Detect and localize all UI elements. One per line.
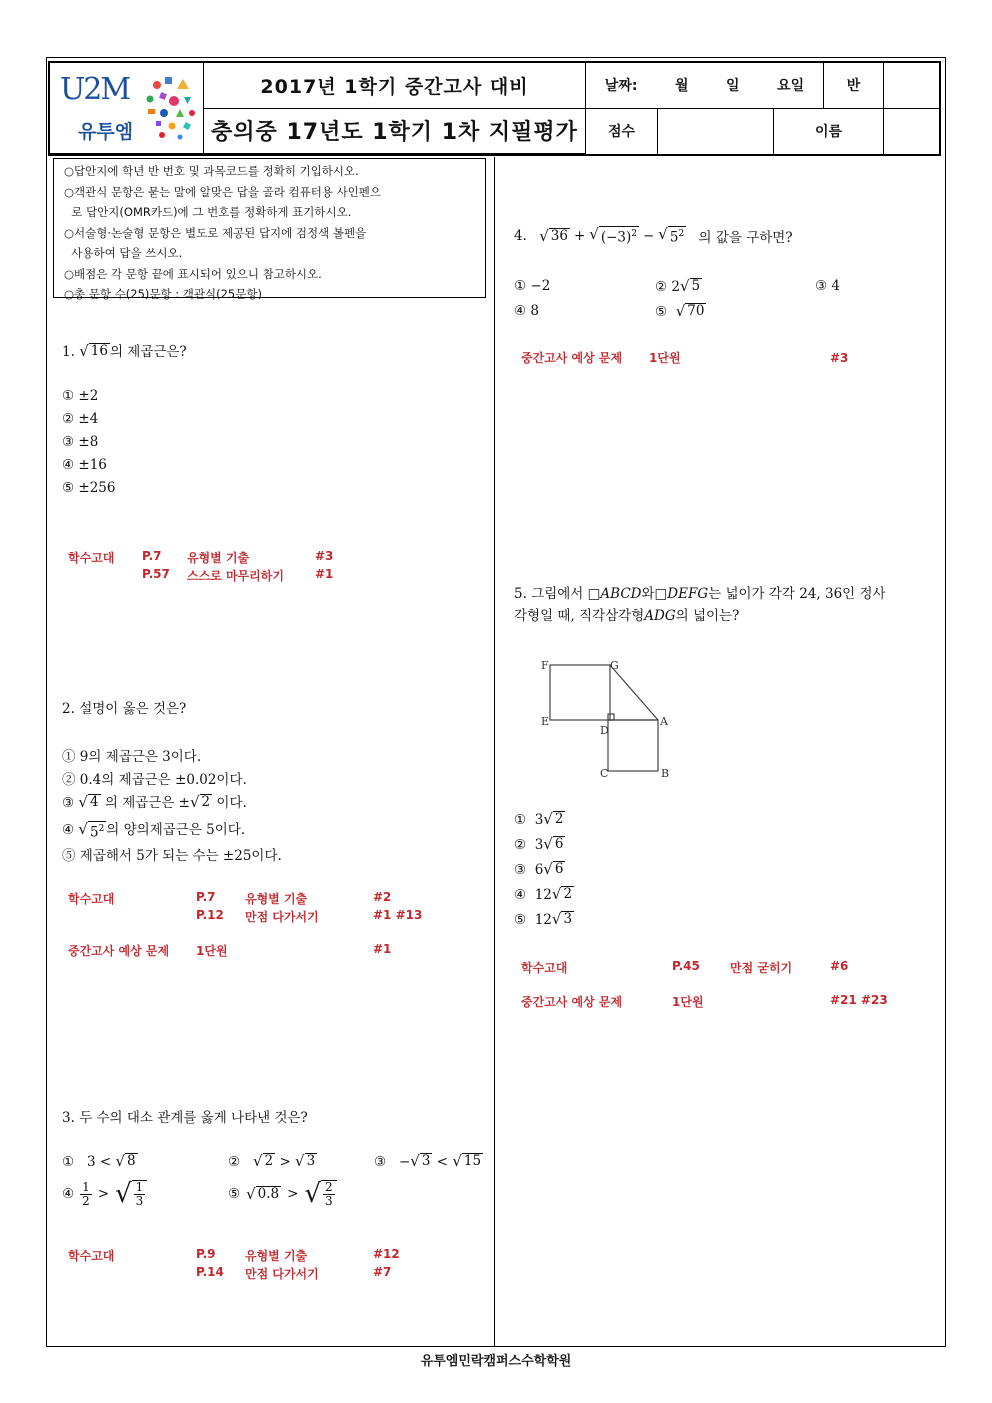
label-A: A: [660, 715, 668, 728]
question-number: 3.: [62, 1110, 75, 1126]
score-input[interactable]: [658, 109, 774, 155]
q1-ref-number: #1: [315, 567, 334, 581]
academy-logo: [50, 63, 204, 154]
stem-text: 의 제곱근은?: [109, 344, 187, 360]
score-label: 점수: [586, 109, 658, 155]
label-E: E: [541, 715, 550, 728]
q2-ref-source: 학수고대: [68, 892, 115, 906]
q4-ref-source: 중간고사 예상 문제: [521, 351, 623, 365]
month-label: 월: [674, 78, 689, 95]
instruction-line: ○배점은 각 문항 끝에 표시되어 있으니 참고하시오.: [64, 266, 322, 281]
q1-ref-section: 스스로 마무리하기: [187, 569, 284, 583]
name-input[interactable]: [884, 109, 939, 155]
label-D: D: [600, 724, 609, 737]
geometry-figure: [535, 655, 685, 810]
q1-ref-section: 유형별 기출: [187, 551, 250, 565]
exam-header: [48, 61, 941, 156]
logo-letters: U2M: [60, 72, 130, 107]
q4-ref-number: #3: [830, 351, 849, 365]
q5-ref-source: 학수고대: [521, 961, 568, 975]
instruction-line: 사용하여 답을 쓰시오.: [64, 246, 183, 260]
question-5-stem: 5. 그림에서 □ABCD와□DEFG는 넓이가 각각 24, 36인 정사 각형일 때, 직각삼각형ADG의 넓이는?: [514, 586, 886, 624]
q3-ref-page: P.14: [196, 1265, 224, 1279]
q4-option-3[interactable]: ③ 4: [815, 278, 840, 294]
q5-option-1[interactable]: ① 3 √ 2: [514, 810, 564, 828]
label-C: C: [600, 767, 609, 780]
q1-option-3[interactable]: ③ ±8: [62, 434, 99, 450]
name-label: 이름: [774, 109, 884, 155]
q4-option-2[interactable]: ② 2 √ 5: [655, 277, 701, 295]
q1-ref-page: P.7: [142, 549, 162, 563]
q1-ref-page: P.57: [142, 567, 170, 581]
label-F: F: [541, 659, 549, 672]
q2-ref-section: 유형별 기출: [245, 892, 308, 906]
q3-ref-number: #7: [373, 1265, 392, 1279]
q5-ref-number: #21 #23: [830, 993, 888, 1007]
q2-option-2[interactable]: ② 0.4의 제곱근은 ±0.02이다.: [62, 772, 247, 788]
date-field: [586, 63, 824, 109]
question-1-stem: [62, 340, 187, 360]
q2-ref-page: P.7: [196, 890, 216, 904]
q5-ref-source: 중간고사 예상 문제: [521, 995, 623, 1009]
question-2-stem: [62, 697, 186, 717]
q5-option-3[interactable]: ③ 6 √ 6: [514, 860, 564, 878]
question-number: 2.: [62, 701, 75, 717]
stem-text: 설명이 옳은 것은?: [79, 701, 187, 717]
column-divider: [494, 157, 495, 1347]
q3-option-3[interactable]: ③ − √ 3 < √ 15: [374, 1152, 482, 1170]
q3-option-5[interactable]: ⑤ √ 0.8 > √ $\frac{2}{3}$: [228, 1180, 337, 1208]
instruction-line: 로 답안지(OMR카드)에 그 번호를 정확하게 표기하시오.: [64, 205, 352, 219]
question-4-stem: 4. √ 36 + √ $(-3)^2$ − √ $5^2$ 의 값을 구하면?: [514, 225, 793, 246]
label-G: G: [610, 659, 619, 672]
q5-ref-section: 만점 굳히기: [730, 961, 793, 975]
instructions-box: [53, 158, 486, 301]
q3-ref-source: 학수고대: [68, 1249, 115, 1263]
q2-ref-section: 만점 다가서기: [245, 910, 319, 924]
q2-option-4[interactable]: ④ √ $5^2$ 의 양의제곱근은 5이다.: [62, 820, 246, 841]
q2-option-3[interactable]: ③ √ 4 의 제곱근은 ± √ 2 이다.: [62, 793, 247, 811]
weekday-label: 요일: [777, 78, 805, 95]
q2-ref-number: #2: [373, 890, 392, 904]
label-B: B: [661, 767, 670, 780]
q4-option-4[interactable]: ④ 8: [514, 303, 539, 319]
q3-ref-section: 만점 다가서기: [245, 1267, 319, 1281]
header-title-line1: 2017년 1학기 중간고사 대비: [204, 63, 586, 109]
q2-ref-unit: 1단원: [196, 944, 228, 958]
q5-option-5[interactable]: ⑤ 12 √ 3: [514, 910, 573, 928]
footer-academy-name: 유투엠민락캠퍼스수학학원: [420, 1354, 572, 1369]
stem-text: 의 값을 구하면?: [698, 230, 793, 246]
sqrt-expression: √ 16: [79, 342, 108, 360]
q1-option-2[interactable]: ② ±4: [62, 411, 99, 427]
q1-ref-number: #3: [315, 549, 334, 563]
q3-option-1[interactable]: ① 3 < √ 8: [62, 1152, 136, 1170]
q4-ref-unit: 1단원: [649, 351, 681, 365]
class-label: 반: [824, 63, 884, 109]
q3-ref-number: #12: [373, 1247, 400, 1261]
header-title-line2: 충의중 17년도 1학기 1차 지필평가: [204, 109, 586, 155]
q5-ref-page: P.45: [672, 959, 700, 973]
date-label: 날짜:: [604, 78, 638, 95]
q1-ref-source: 학수고대: [68, 551, 115, 565]
q2-ref-number: #1 #13: [373, 908, 423, 922]
instruction-line: ○총 문항 수(25)문항 : 객관식(25문항): [64, 287, 262, 301]
class-input[interactable]: [884, 63, 939, 109]
q1-option-1[interactable]: ① ±2: [62, 388, 99, 404]
question-number: 5.: [514, 586, 527, 602]
q3-option-4[interactable]: ④ $\frac{1}{2}$ > √ $\frac{1}{3}$: [62, 1180, 147, 1208]
q3-ref-page: P.9: [196, 1247, 216, 1261]
q5-option-2[interactable]: ② 3 √ 6: [514, 835, 564, 853]
q5-ref-number: #6: [830, 959, 849, 973]
q2-ref-source: 중간고사 예상 문제: [68, 944, 170, 958]
q4-option-5[interactable]: ⑤ √ 70: [655, 302, 705, 320]
q5-option-4[interactable]: ④ 12 √ 2: [514, 885, 573, 903]
q1-option-5[interactable]: ⑤ ±256: [62, 480, 116, 496]
logo-korean: 유투엠: [78, 121, 134, 143]
q5-ref-unit: 1단원: [672, 995, 704, 1009]
q2-option-5[interactable]: ⑤ 제곱해서 5가 되는 수는 ±25이다.: [62, 848, 282, 864]
instruction-line: ○객관식 문항은 묻는 말에 알맞은 답을 골라 컴퓨터용 사인펜으: [64, 184, 382, 199]
day-label: 일: [726, 78, 740, 95]
q2-ref-page: P.12: [196, 908, 224, 922]
q3-option-2[interactable]: ② √ 2 > √ 3: [228, 1152, 316, 1170]
q2-ref-number: #1: [373, 942, 392, 956]
instruction-line: ○서술형·논술형 문항은 별도로 제공된 답지에 검정색 볼펜을: [64, 225, 367, 240]
question-number: 1.: [62, 344, 75, 360]
q3-ref-section: 유형별 기출: [245, 1249, 308, 1263]
instruction-line: ○답안지에 학년 반 번호 및 과목코드를 정확히 기입하시오.: [64, 164, 359, 178]
q4-option-1[interactable]: ① −2: [514, 278, 551, 294]
question-3-stem: [62, 1106, 308, 1126]
stem-text: 두 수의 대소 관계를 옳게 나타낸 것은?: [79, 1110, 308, 1126]
question-number: 4.: [514, 228, 527, 244]
q2-option-1[interactable]: ① 9의 제곱근은 3이다.: [62, 749, 202, 765]
q1-option-4[interactable]: ④ ±16: [62, 457, 107, 473]
